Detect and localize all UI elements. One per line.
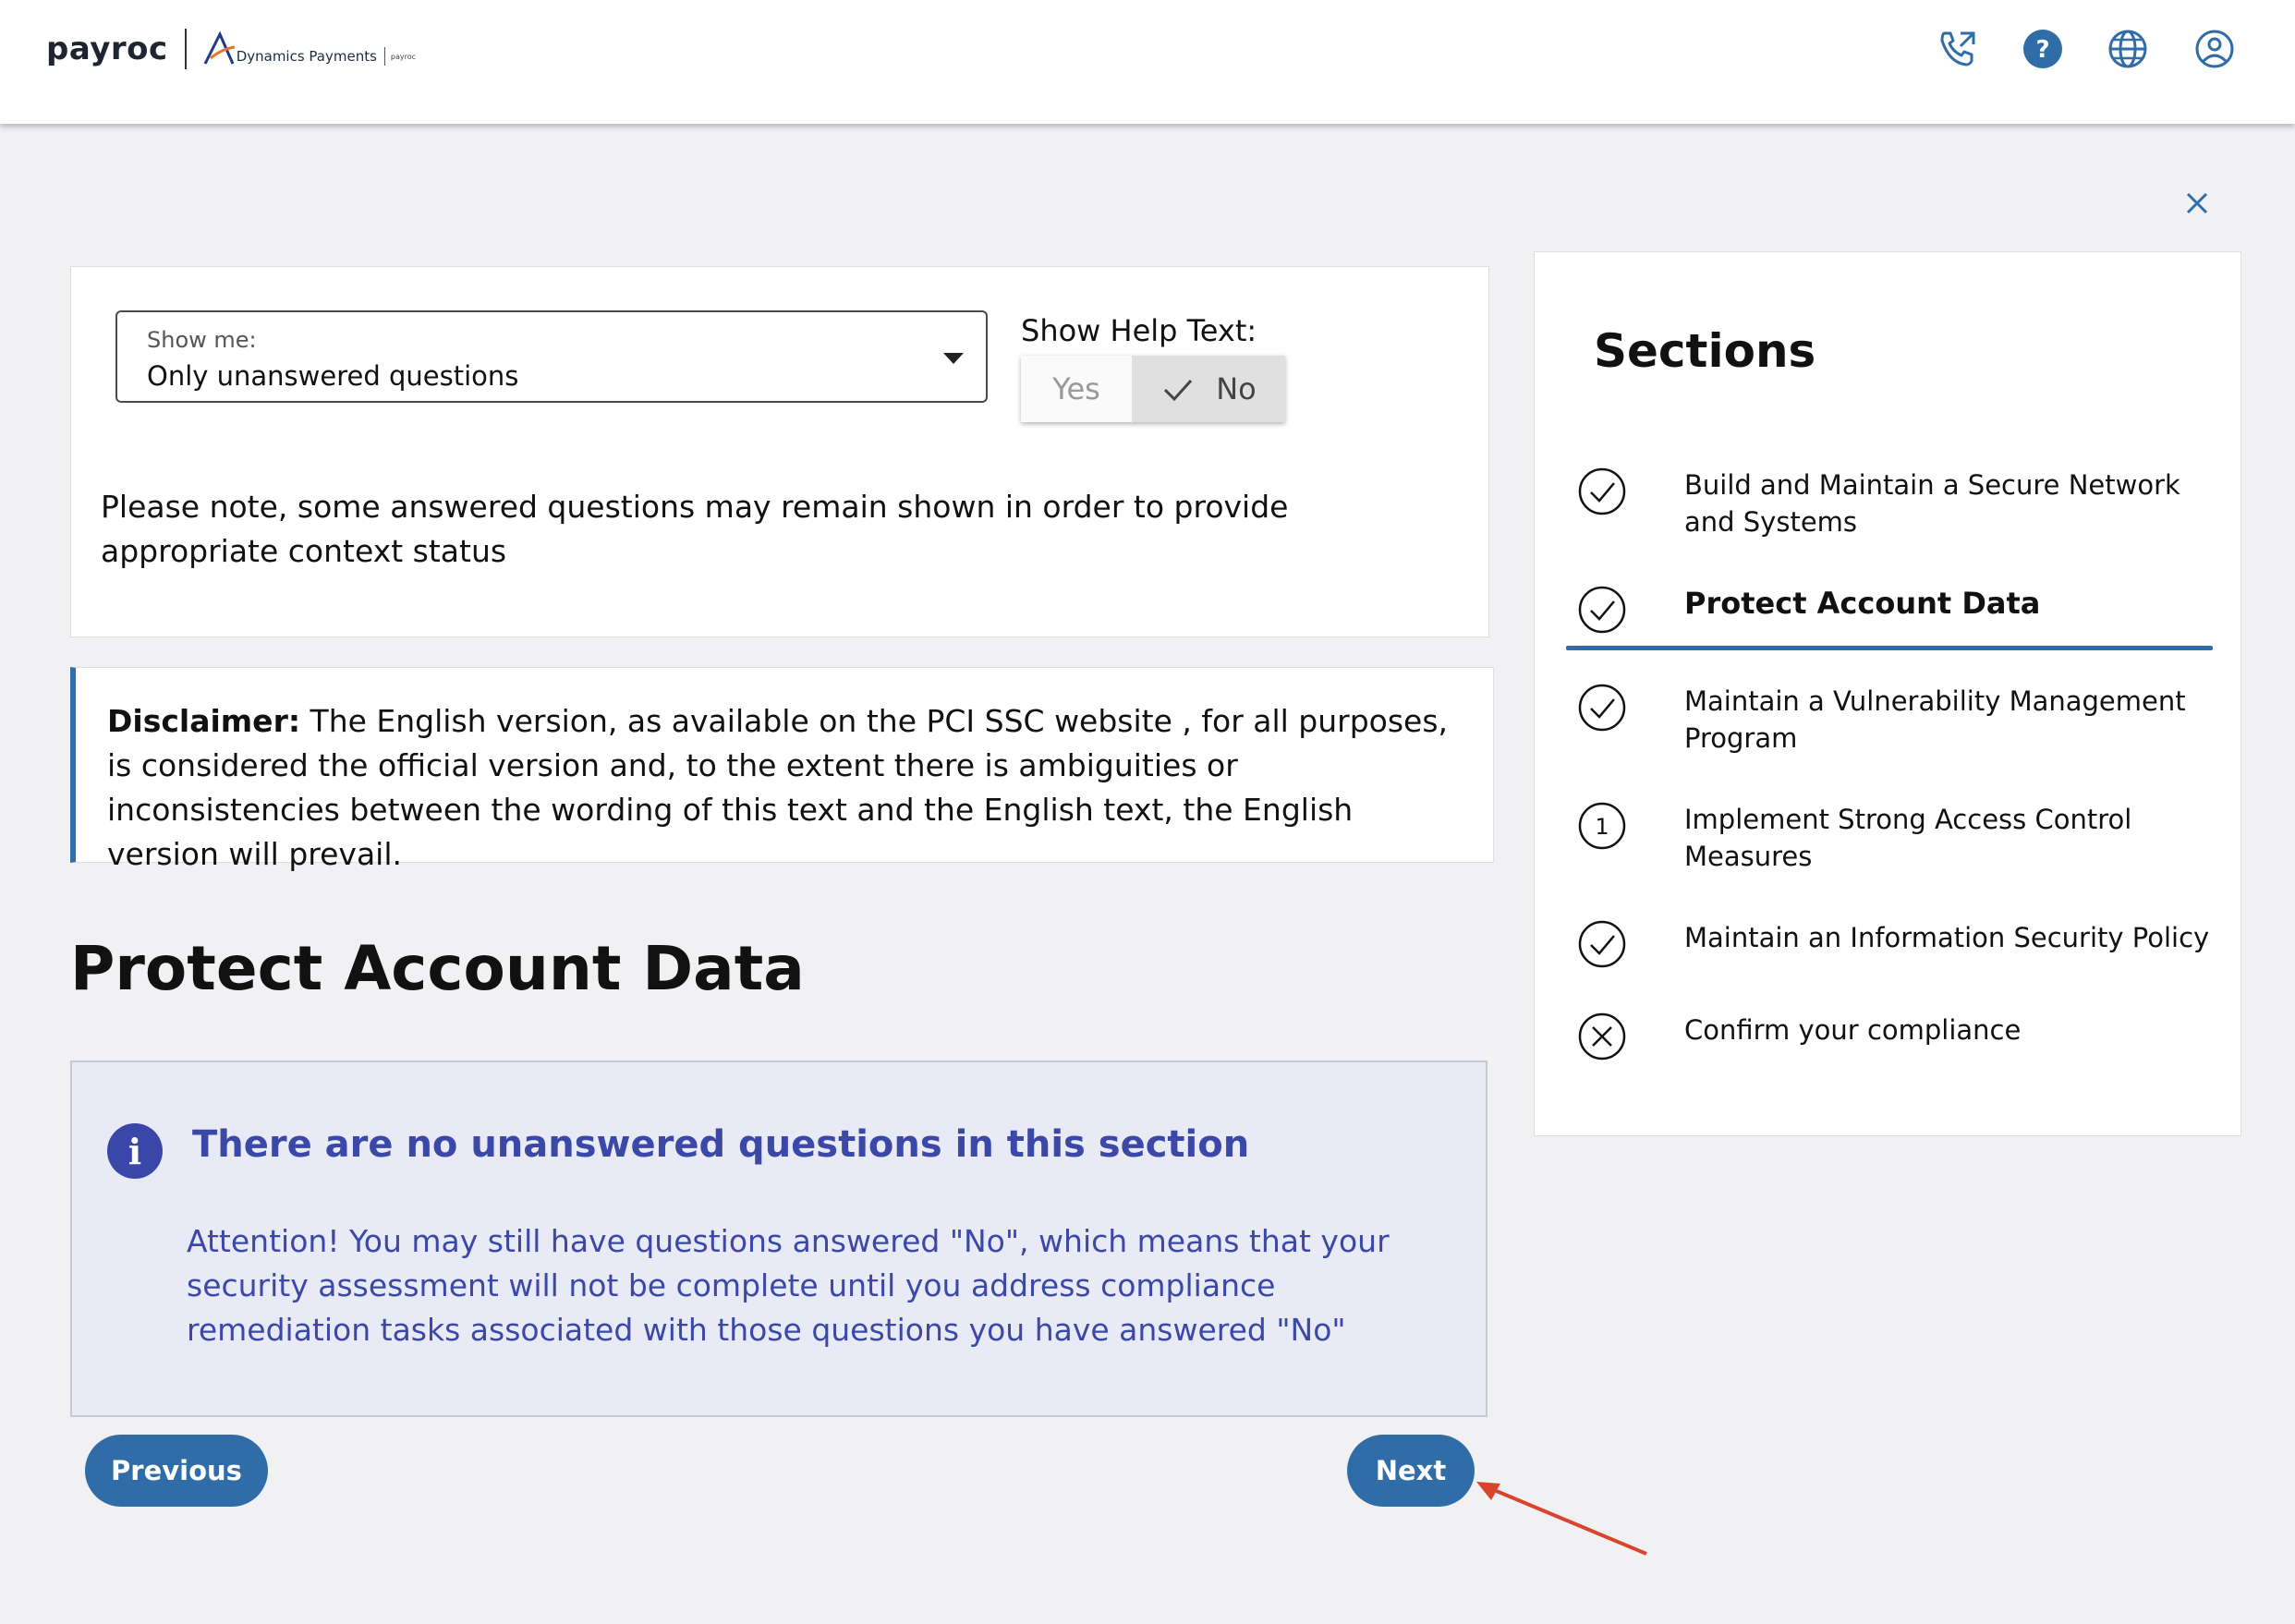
svg-text:?: ?	[2035, 36, 2050, 64]
previous-button[interactable]	[85, 1435, 268, 1507]
disclaimer-card	[70, 667, 1494, 872]
dynamics-payments-logo	[203, 30, 416, 67]
annotation-arrow-icon	[1469, 1469, 1654, 1561]
next-button[interactable]	[1347, 1435, 1475, 1507]
active-section-indicator	[1566, 646, 2213, 650]
show-me-value: Only unanswered questions	[147, 360, 519, 392]
info-title: There are no unanswered questions in this section	[192, 1123, 1250, 1166]
filter-card	[70, 266, 1489, 637]
check-circle-icon	[1577, 467, 1627, 516]
page-title: Protect Account Data	[70, 933, 805, 1004]
help-text-toggle	[1021, 356, 1285, 422]
section-item-protect-account-data[interactable]	[1577, 585, 2205, 636]
section-item-label: Protect Account Data	[1684, 586, 2041, 621]
dynamics-payments-text: Dynamics Payments	[236, 48, 377, 65]
section-item-access-control[interactable]	[1577, 801, 2205, 875]
brand-small-text: payroc	[390, 52, 417, 61]
show-me-label: Show me:	[147, 327, 257, 353]
toggle-no-button[interactable]	[1132, 356, 1285, 422]
section-item-confirm-compliance[interactable]	[1577, 1012, 2205, 1063]
section-item-label: Confirm your compliance	[1684, 1014, 2022, 1046]
disclaimer-text	[107, 699, 1465, 877]
previous-button-label: Previous	[111, 1455, 242, 1486]
section-item-secure-network[interactable]	[1577, 467, 2205, 540]
filter-note: Please note, some answered questions may remain shown in order to provide appropriate context status	[101, 489, 1289, 569]
check-icon	[1160, 371, 1196, 406]
section-number: 1	[1595, 814, 1609, 840]
help-icon[interactable]	[2022, 28, 2064, 70]
check-circle-icon	[1577, 919, 1627, 969]
dynamics-payments-mark-icon	[203, 30, 235, 67]
check-circle-icon	[1577, 683, 1627, 733]
info-alert	[70, 1060, 1488, 1417]
show-me-select[interactable]	[115, 310, 988, 403]
x-circle-icon	[1577, 1012, 1627, 1061]
next-button-label: Next	[1375, 1455, 1447, 1486]
brand-divider	[185, 29, 187, 69]
brand-logo[interactable]	[46, 26, 416, 72]
phone-icon[interactable]	[1937, 28, 1979, 70]
section-item-label: Maintain a Vulnerability Management Program	[1684, 685, 2186, 754]
toggle-no-label: No	[1216, 371, 1257, 406]
brand-payroc-wordmark: payroc	[46, 30, 168, 67]
top-header	[0, 0, 2295, 124]
section-item-vulnerability-management[interactable]	[1577, 683, 2205, 757]
sections-title: Sections	[1594, 324, 1816, 378]
check-circle-icon	[1577, 585, 1627, 635]
number-circle-icon	[1577, 801, 1627, 851]
caret-down-icon	[943, 353, 964, 364]
section-item-label: Maintain an Information Security Policy	[1684, 922, 2210, 953]
disclaimer-body: The English version, as available on the PCI SSC website , for all purposes, is considered the official version and, to the extent there is ambiguities or inconsistencies between the wording of this text and the English text, the English version will prevail.	[107, 703, 1449, 872]
close-icon[interactable]	[2177, 183, 2217, 224]
section-item-label: Implement Strong Access Control Measures	[1684, 804, 2132, 872]
disclaimer-label: Disclaimer:	[107, 703, 301, 739]
brand-divider-small	[384, 47, 385, 66]
info-body: Attention! You may still have questions answered "No", which means that your security assessment will not be complete until you address compliance remediation tasks associated with those questions you have answered "No"	[187, 1223, 1390, 1348]
globe-icon[interactable]	[2107, 28, 2149, 70]
info-icon: i	[107, 1123, 163, 1179]
account-icon[interactable]	[2193, 28, 2236, 70]
toggle-yes-label: Yes	[1052, 371, 1100, 406]
toggle-yes-button[interactable]	[1021, 356, 1132, 422]
help-text-label: Show Help Text:	[1021, 313, 1257, 348]
section-item-security-policy[interactable]	[1577, 919, 2210, 971]
section-item-label: Build and Maintain a Secure Network and Systems	[1684, 469, 2180, 538]
sections-panel	[1534, 251, 2241, 1136]
